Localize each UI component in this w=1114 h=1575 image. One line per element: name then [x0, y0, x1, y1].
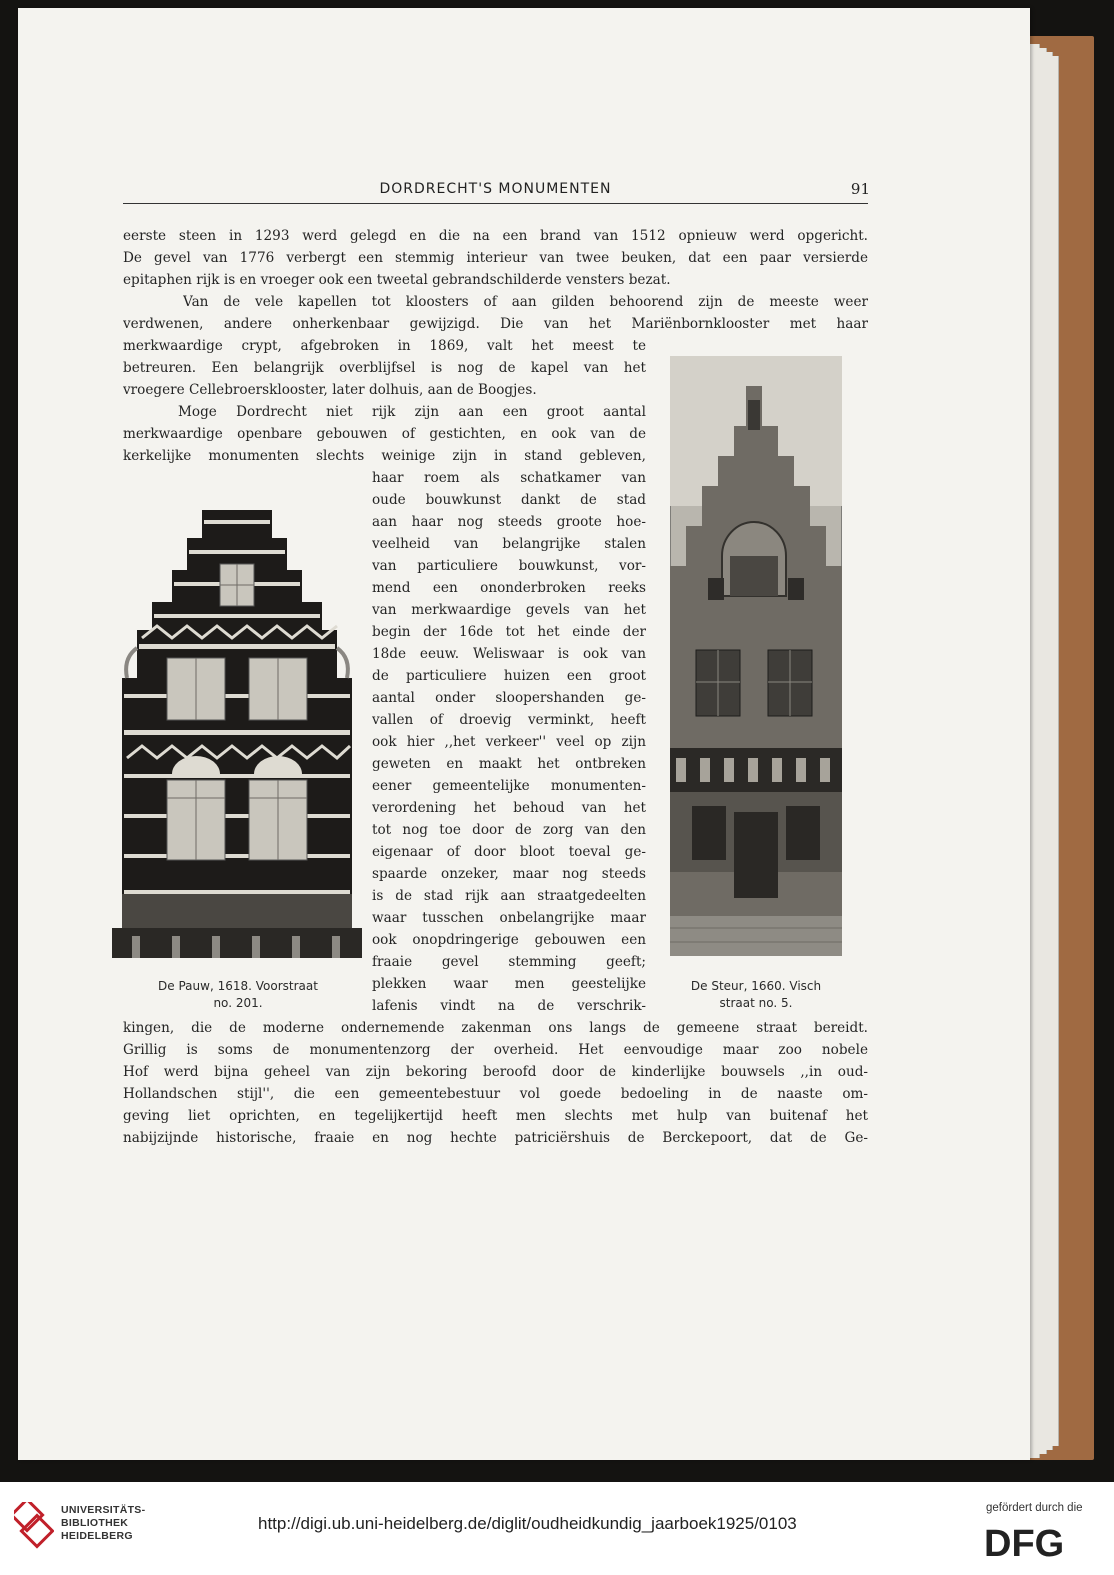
caption-line: De Steur, 1660. Visch — [690, 979, 822, 993]
text-line: veelheid van belangrijke stalen — [372, 536, 646, 552]
text-line: De gevel van 1776 verbergt een stemmig interieur van twee beuken, dat een paar versierde — [123, 250, 868, 266]
text-line: aantal onder sloopershanden ge- — [372, 690, 646, 706]
text-line: waar tusschen onbelangrijke maar — [372, 910, 646, 926]
text-line: geweten en maakt het ontbreken — [372, 756, 646, 772]
text-line: de particuliere huizen een groot — [372, 668, 646, 684]
text-line: kerkelijke monumenten slechts weinige zijn in stand gebleven, — [123, 448, 646, 464]
page-edge — [1051, 56, 1059, 1446]
text-line: Hollandschen stijl'', die een gemeentebestuur vol goede bedoeling in de naaste om- — [123, 1086, 868, 1102]
text-line: van particuliere bouwkunst, vor- — [372, 558, 646, 574]
library-name-line: HEIDELBERG — [61, 1530, 133, 1542]
page-header — [123, 176, 868, 204]
text-line: Moge Dordrecht niet rijk zijn aan een groot aantal — [178, 404, 646, 420]
text-line: Van de vele kapellen tot kloosters of aan gilden behoorend zijn de meeste weer — [183, 294, 868, 310]
photo-de-steur-facade — [670, 356, 842, 956]
text-line: oude bouwkunst dankt de stad — [372, 492, 646, 508]
photo-de-pauw-facade — [112, 498, 362, 958]
text-line: spaarde onzeker, maar nog steeds — [372, 866, 646, 882]
header-rule — [123, 203, 868, 204]
text-line: haar roem als schatkamer van — [372, 470, 646, 486]
text-line: tot nog toe door de zorg van den — [372, 822, 646, 838]
caption-line: no. 201. — [213, 996, 263, 1010]
text-line: eigenaar of door bloot toeval ge- — [372, 844, 646, 860]
text-line: kingen, die de moderne ondernemende zakenman ons langs de gemeene straat bereidt. — [123, 1020, 868, 1036]
text-line: is de stad rijk aan straatgedeelten — [372, 888, 646, 904]
funding-note: gefördert durch die — [986, 1502, 1083, 1514]
figure-caption-left — [118, 978, 358, 1012]
dfg-logo-icon — [984, 1522, 1094, 1562]
text-line: mend een ononderbroken reeks — [372, 580, 646, 596]
text-line: geving liet oprichten, en tegelijkertijd heeft men slechts met hulp van buitenaf het — [123, 1108, 868, 1124]
book-page — [18, 8, 1030, 1460]
library-name-line: BIBLIOTHEK — [61, 1517, 129, 1529]
text-line: aan haar nog steeds groote hoe- — [372, 514, 646, 530]
text-line: epitaphen rijk is en vroeger ook een tweetal gebrandschilderde vensters bezat. — [123, 272, 671, 288]
text-line: 18de eeuw. Weliswaar is ook van — [372, 646, 646, 662]
university-library-logo-icon — [14, 1502, 54, 1552]
text-line: verdwenen, andere onherkenbaar gewijzigd. Die van het Mariënbornklooster met haar — [123, 316, 868, 332]
text-line: vallen of droevig verminkt, heeft — [372, 712, 646, 728]
page-number: 91 — [850, 180, 870, 198]
library-name-line: UNIVERSITÄTS- — [61, 1504, 146, 1516]
text-line: ook hier ,,het verkeer'' veel op zijn — [372, 734, 646, 750]
text-line: lafenis vindt na de verschrik- — [372, 998, 646, 1014]
text-line: nabijzijnde historische, fraaie en nog hechte patriciërshuis de Berckepoort, dat de Ge- — [123, 1130, 868, 1146]
text-line: fraaie gevel stemming geeft; — [372, 954, 646, 970]
viewer-footer — [0, 1482, 1114, 1575]
text-line: vroegere Cellebroersklooster, later dolhuis, aan de Boogjes. — [123, 382, 537, 398]
text-line: Grillig is soms de monumentenzorg der overheid. Het eenvoudige maar zoo nobele — [123, 1042, 868, 1058]
dfg-logo-text: DFG — [984, 1523, 1065, 1562]
running-title: DORDRECHT'S MONUMENTEN — [379, 181, 612, 197]
text-line: eener gemeentelijke monumenten- — [372, 778, 646, 794]
figure-caption-right — [668, 978, 844, 1012]
text-line: verordening het behoud van het — [372, 800, 646, 816]
text-line: ook onopdringerige gebouwen een — [372, 932, 646, 948]
text-line: merkwaardige crypt, afgebroken in 1869, valt het meest te — [123, 338, 646, 354]
text-line: begin der 16de tot het einde der — [372, 624, 646, 640]
text-line: eerste steen in 1293 werd gelegd en die na een brand van 1512 opnieuw werd opgericht. — [123, 228, 868, 244]
text-line: betreuren. Een belangrijk overblijfsel is nog de kapel van het — [123, 360, 646, 376]
permalink-url[interactable]: http://digi.ub.uni-heidelberg.de/diglit/oudheidkundig_jaarboek1925/0103 — [258, 1514, 797, 1533]
caption-line: De Pauw, 1618. Voorstraat — [158, 979, 318, 993]
text-line: merkwaardige openbare gebouwen of gestichten, en ook van de — [123, 426, 646, 442]
text-line: van merkwaardige gevels van het — [372, 602, 646, 618]
caption-line: straat no. 5. — [719, 996, 793, 1010]
text-line: Hof werd bijna geheel van zijn bekoring beroofd door de kinderlijke bouwsels ,,in oud- — [123, 1064, 868, 1080]
text-line: plekken waar men geestelijke — [372, 976, 646, 992]
